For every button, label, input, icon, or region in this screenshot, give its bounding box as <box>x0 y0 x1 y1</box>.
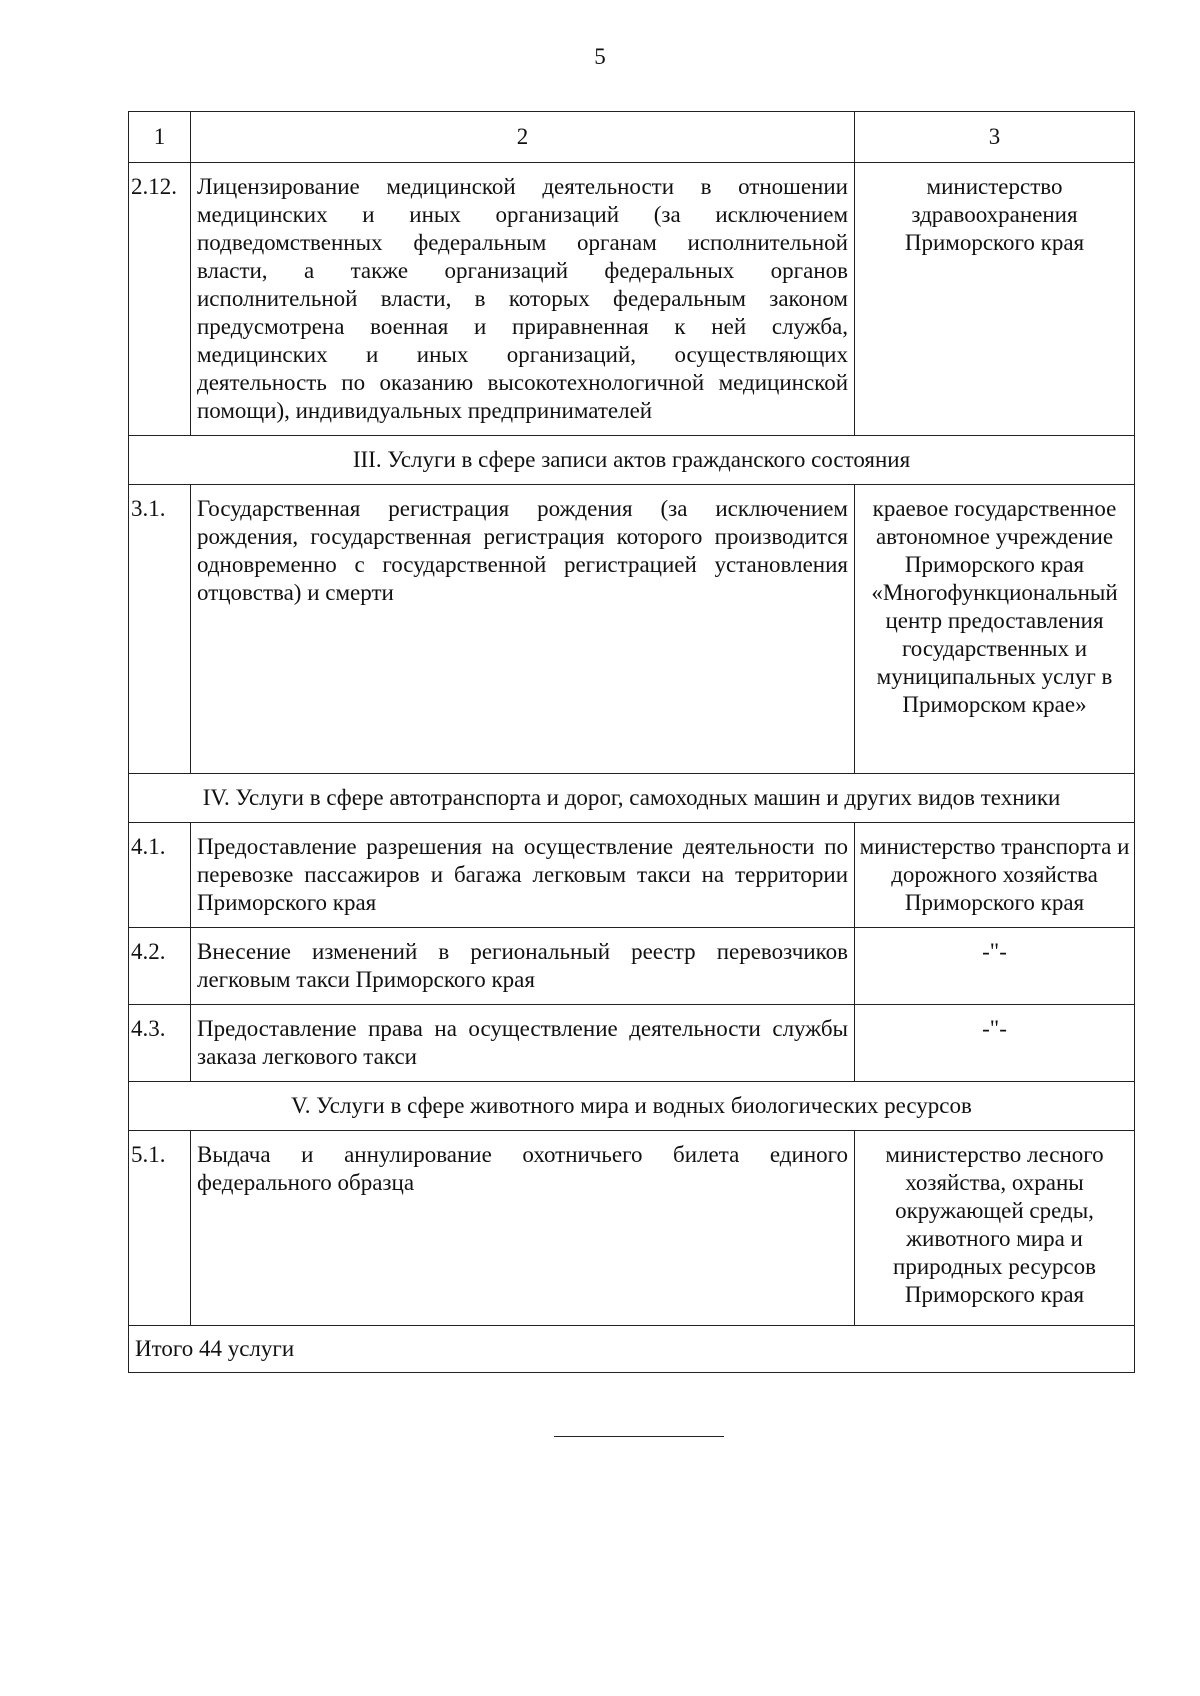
responsible-organization: -"- <box>855 928 1135 1005</box>
service-name: Государственная регистрация рождения (за исключением рождения, государственная регистрация которого производится одновременно с государственной регистрацией установления отцовства) и смерти <box>191 485 855 774</box>
column-header: 1 <box>129 112 191 163</box>
service-name: Предоставление разрешения на осуществление деятельности по перевозке пассажиров и багажа легковым такси на территории Приморского края <box>191 823 855 928</box>
responsible-organization: -"- <box>855 1005 1135 1082</box>
end-of-document-rule <box>554 1436 724 1437</box>
table-header-row <box>129 112 1135 163</box>
section-heading: III. Услуги в сфере записи актов гражданского состояния <box>129 436 1135 485</box>
service-number: 2.12. <box>129 163 191 436</box>
section-heading-row <box>129 774 1135 823</box>
service-name: Внесение изменений в региональный реестр перевозчиков легковым такси Приморского края <box>191 928 855 1005</box>
responsible-organization: министерство здравоохранения Приморского края <box>855 163 1135 436</box>
table-row <box>129 485 1135 774</box>
service-number: 5.1. <box>129 1131 191 1326</box>
total-label: Итого 44 услуги <box>129 1326 1135 1373</box>
service-name: Выдача и аннулирование охотничьего билета единого федерального образца <box>191 1131 855 1326</box>
total-row <box>129 1326 1135 1373</box>
responsible-organization: краевое государственное автономное учреждение Приморского края «Многофункциональный центр предоставления государственных и муниципальных услуг в Приморском крае» <box>855 485 1135 774</box>
table-row <box>129 163 1135 436</box>
service-number: 4.3. <box>129 1005 191 1082</box>
column-header: 3 <box>855 112 1135 163</box>
service-number: 4.2. <box>129 928 191 1005</box>
table-row <box>129 1005 1135 1082</box>
column-header: 2 <box>191 112 855 163</box>
page-number: 5 <box>594 44 606 69</box>
section-heading: V. Услуги в сфере животного мира и водных биологических ресурсов <box>129 1082 1135 1131</box>
section-heading-row <box>129 1082 1135 1131</box>
service-number: 3.1. <box>129 485 191 774</box>
responsible-organization: министерство лесного хозяйства, охраны окружающей среды, животного мира и природных ресурсов Приморского края <box>855 1131 1135 1326</box>
table-row <box>129 928 1135 1005</box>
table-row <box>129 1131 1135 1326</box>
service-name: Предоставление права на осуществление деятельности службы заказа легкового такси <box>191 1005 855 1082</box>
section-heading-row <box>129 436 1135 485</box>
section-heading: IV. Услуги в сфере автотранспорта и дорог, самоходных машин и других видов техники <box>129 774 1135 823</box>
service-name: Лицензирование медицинской деятельности в отношении медицинских и иных организаций (за исключением подведомственных федеральным органам исполнительной власти, а также организаций федеральных органов исполнительной власти, в которых федеральным законом предусмотрена военная и приравненная к ней служба, медицинских и иных организаций, осуществляющих деятельность по оказанию высокотехнологичной медицинской помощи), индивидуальных предпринимателей <box>191 163 855 436</box>
services-table <box>128 111 1135 1373</box>
responsible-organization: министерство транспорта и дорожного хозяйства Приморского края <box>855 823 1135 928</box>
table-row <box>129 823 1135 928</box>
service-number: 4.1. <box>129 823 191 928</box>
